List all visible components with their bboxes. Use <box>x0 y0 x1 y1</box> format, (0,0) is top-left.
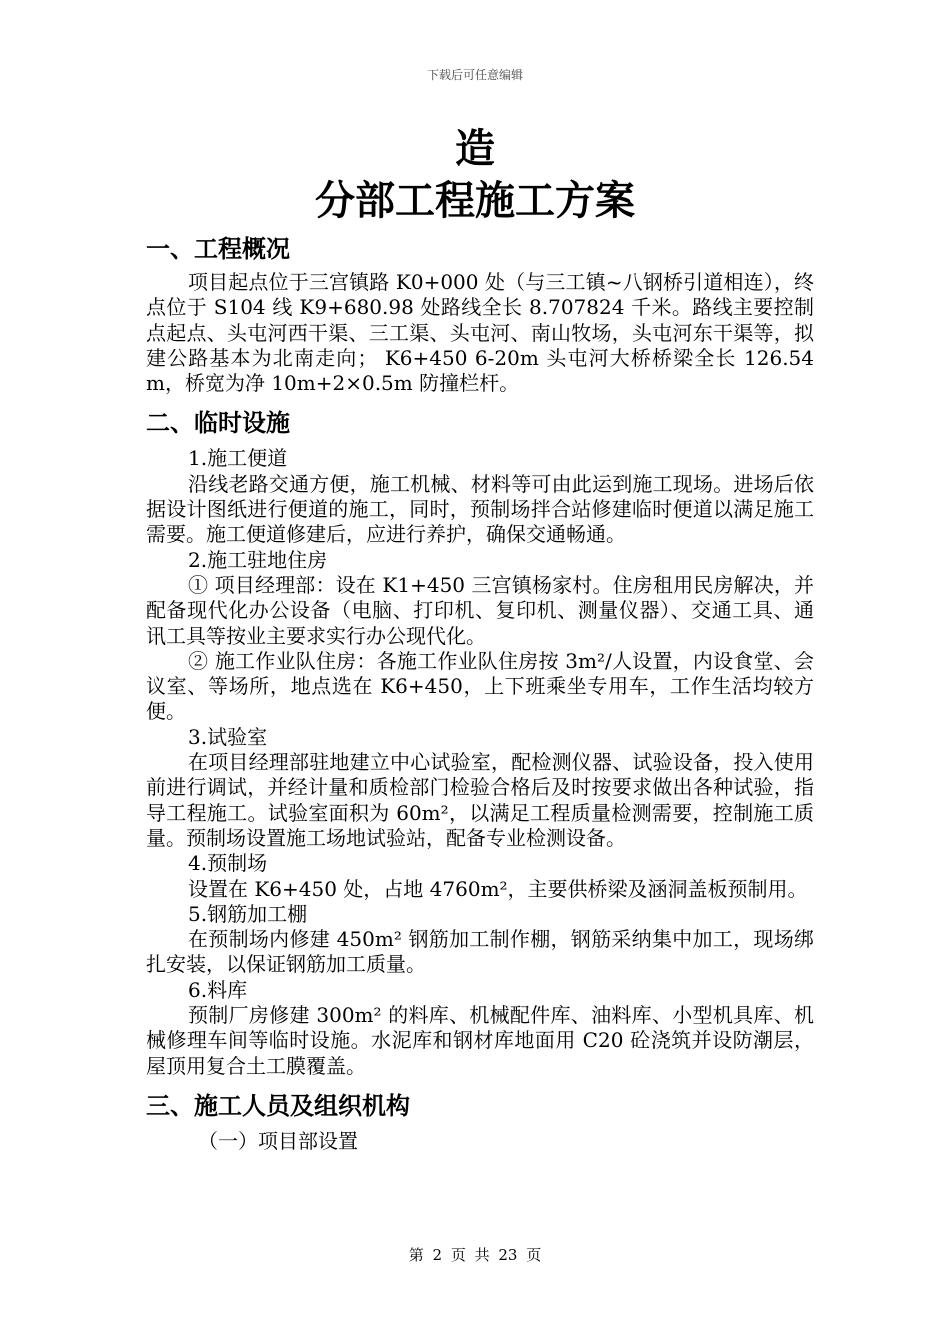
document-title: 分部工程施工方案 <box>315 178 635 224</box>
item-title-storage: 6.料库 <box>188 977 248 1002</box>
section-heading-personnel: 三、施工人员及组织机构 <box>146 1091 410 1120</box>
item-text-crew-housing: ② 施工作业队住房：各施工作业队住房按 3m²/人设置，内设食堂、会议室、等场所，地点选在 K6+450，上下班乘坐专用车，工作生活均较方便。 <box>146 648 814 724</box>
item-title-rebar-shed: 5.钢筋加工棚 <box>188 901 308 926</box>
item-text-precast-yard: 设置在 K6+450 处，占地 4760m²，主要供桥梁及涵洞盖板预制用。 <box>188 876 808 901</box>
item-text-storage: 预制厂房修建 300m² 的料库、机械配件库、油料库、小型机具库、机械修理车间等临时设施。水泥库和钢材库地面用 C20 砼浇筑并设防潮层，屋顶用复合土工膜覆盖。 <box>146 1003 814 1078</box>
document-body <box>146 230 814 1154</box>
overview-paragraph: 项目起点位于三宫镇路 K0+000 处（与三工镇~八钢桥引道相连），终点位于 S104 线 K9+680.98 处路线全长 8.707824 千米。路线主要控制点起点、头屯河西干渠、三工渠、头屯河、南山牧场，头屯河东干渠等，拟建公路基本为北南走向； K6+450 6-20m 头屯河大桥桥梁全长 126.54m，桥宽为净 10m+2×0.5m 防撞栏杆。 <box>146 270 814 396</box>
subsection-project-department: （一）项目部设置 <box>198 1128 358 1153</box>
page-number: 第 2 页 共 23 页 <box>408 1246 542 1264</box>
item-text-access-road: 沿线老路交通方便，施工机械、材料等可由此运到施工现场。进场后依据设计图纸进行便道的施工，同时，预制场拌合站修建临时便道以满足施工需要。施工便道修建后，应进行养护，确保交通畅通。 <box>146 471 814 547</box>
item-text-rebar-shed: 在预制场内修建 450m² 钢筋加工制作棚，钢筋采纳集中加工，现场绑扎安装，以保证钢筋加工质量。 <box>146 927 814 977</box>
title-line-1: 造 <box>455 126 495 172</box>
item-title-laboratory: 3.试验室 <box>188 724 268 749</box>
item-title-precast-yard: 4.预制场 <box>188 851 268 876</box>
item-title-housing: 2.施工驻地住房 <box>188 547 328 572</box>
page-header-note: 下载后可任意编辑 <box>426 68 523 82</box>
section-heading-overview: 一、工程概况 <box>146 235 290 263</box>
item-text-laboratory: 在项目经理部驻地建立中心试验室，配检测仪器、试验设备，投入使用前进行调试，并经计量和质检部门检验合格后及时按要求做出各种试验，指导工程施工。试验室面积为 60m²，以满足工程质量检测需要，控制施工质量。预制场设置施工场地试验站，配备专业检测设备。 <box>146 750 814 850</box>
item-title-access-road: 1.施工便道 <box>188 446 288 471</box>
section-heading-temporary-facilities: 二、临时设施 <box>146 409 290 438</box>
item-text-project-office: ① 项目经理部：设在 K1+450 三宫镇杨家村。住房租用民房解决，并配备现代化办公设备（电脑、打印机、复印机、测量仪器）、交通工具、通讯工具等按业主要求实行办公现代化。 <box>146 572 814 648</box>
